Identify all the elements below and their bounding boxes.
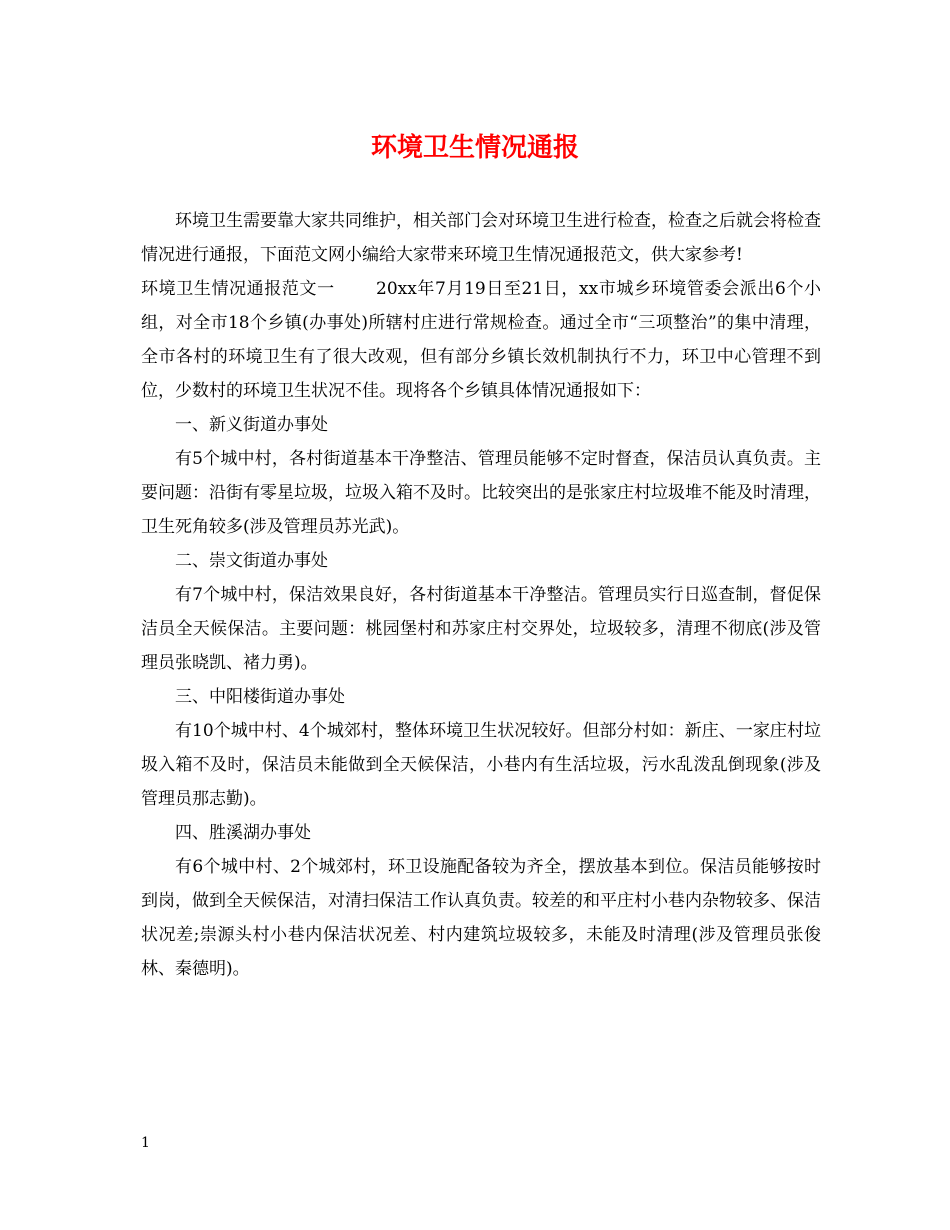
section-body-xinyi: 有5个城中村，各村街道基本干净整洁、管理员能够不定时督查，保洁员认真负责。主要问题：沿街有零星垃圾，垃圾入箱不及时。比较突出的是张家庄村垃圾堆不能及时清理，卫生死角较多(涉及管理员苏光武)。	[141, 449, 821, 537]
section-heading-shengxihu: 四、胜溪湖办事处	[175, 823, 311, 843]
section-body-shengxihu: 有6个城中村、2个城郊村，环卫设施配备较为齐全，摆放基本到位。保洁员能够按时到岗，做到全天候保洁，对清扫保洁工作认真负责。较差的和平庄村小巷内杂物较多、保洁状况差;崇源头村小巷内保洁状况差、村内建筑垃圾较多，未能及时清理(涉及管理员张俊林、秦德明)。	[141, 857, 821, 979]
document-title: 环境卫生情况通报	[370, 133, 579, 163]
report-opening-paragraph: 环境卫生情况通报范文一 20xx年7月19日至21日，xx市城乡环境管委会派出6个小组，对全市18个乡镇(办事处)所辖村庄进行常规检查。通过全市“三项整治”的集中清理，全市各村的环境卫生有了很大改观，但有部分乡镇长效机制执行不力，环卫中心管理不到位，少数村的环境卫生状况不佳。现将各个乡镇具体情况通报如下：	[141, 279, 821, 401]
intro-paragraph: 环境卫生需要靠大家共同维护，相关部门会对环境卫生进行检查，检查之后就会将检查情况进行通报，下面范文网小编给大家带来环境卫生情况通报范文，供大家参考!	[141, 211, 821, 265]
section-heading-xinyi: 一、新义街道办事处	[175, 415, 328, 435]
section-heading-chongwen: 二、崇文街道办事处	[175, 551, 328, 571]
section-heading-zhongyanglou: 三、中阳楼街道办事处	[175, 687, 345, 707]
section-body-chongwen: 有7个城中村，保洁效果良好，各村街道基本干净整洁。管理员实行日巡查制，督促保洁员全天候保洁。主要问题：桃园堡村和苏家庄村交界处，垃圾较多，清理不彻底(涉及管理员张晓凯、褚力勇)。	[141, 585, 821, 673]
section-body-zhongyanglou: 有10个城中村、4个城郊村，整体环境卫生状况较好。但部分村如：新庄、一家庄村垃圾入箱不及时，保洁员未能做到全天候保洁，小巷内有生活垃圾，污水乱泼乱倒现象(涉及管理员那志勤)。	[141, 721, 821, 809]
page-number: 1	[141, 1135, 150, 1151]
document-body	[141, 204, 821, 986]
